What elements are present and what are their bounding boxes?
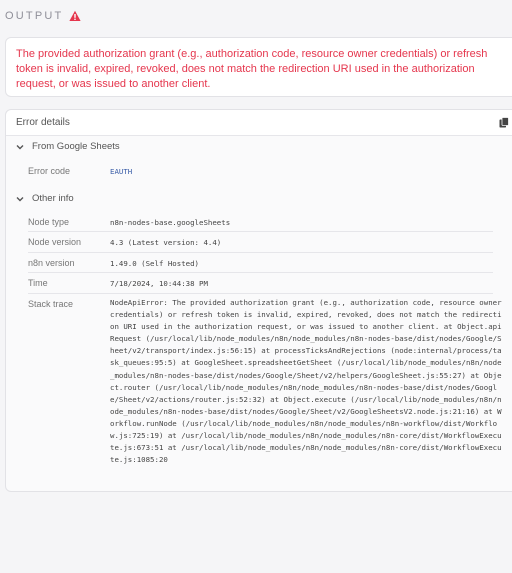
section-toggle-from-google-sheets[interactable]: [16, 141, 120, 152]
copy-icon[interactable]: [499, 117, 509, 128]
node-version-label: Node version: [28, 237, 82, 247]
section-label-from-google-sheets: From Google Sheets: [32, 141, 120, 152]
time-label: Time: [28, 278, 48, 288]
row-divider: [28, 252, 493, 253]
warning-triangle-icon: [69, 10, 81, 22]
stack-trace-label: Stack trace: [28, 299, 74, 309]
row-divider: [28, 272, 493, 273]
row-divider: [28, 231, 493, 232]
section-label-other-info: Other info: [32, 193, 74, 204]
n8n-version-label: n8n version: [28, 258, 75, 268]
node-type-label: Node type: [28, 217, 70, 227]
row-divider: [28, 293, 493, 294]
error-details-header: [6, 110, 512, 136]
node-type-value: n8n-nodes-base.googleSheets: [110, 218, 231, 227]
error-details-title: Error details: [16, 117, 70, 128]
chevron-down-icon: [16, 143, 24, 151]
chevron-down-icon: [16, 195, 24, 203]
output-header: [5, 10, 81, 22]
output-title: OUTPUT: [5, 10, 64, 22]
node-version-value: 4.3 (Latest version: 4.4): [110, 238, 222, 247]
error-message-banner: [5, 37, 512, 97]
time-value: 7/18/2024, 10:44:38 PM: [110, 279, 208, 288]
error-message: The provided authorization grant (e.g., authorization code, resource owner credentials) or refresh token is invalid, expired, revoked, does not match the redirection URI used in the authorization request, or was issued to another client.: [16, 48, 488, 90]
stack-trace-value: NodeApiError: The provided authorization grant (e.g., authorization code, resource owner credentials) or refresh token is invalid, expired, revoked, does not match the redirection URI used in the authorization request, or was issued to another client. at Object.apiRequest (/usr/local/lib/node_modules/n8n/node_modules/n8n-nodes-base/dist/nodes/Google/Sheet/v2/transport/index.js:56:15) at processTicksAndRejections (node:internal/process/task_queues:95:5) at GoogleSheet.spreadsheetGetSheet (/usr/local/lib/node_modules/n8n/node_modules/n8n-nodes-base/dist/nodes/Google/Sheet/v2/helpers/GoogleSheet.js:55:27) at Object.router (/usr/local/lib/node_modules/n8n/node_modules/n8n-nodes-base/dist/nodes/Google/Sheet/v2/actions/router.js:52:32) at Object.execute (/usr/local/lib/node_modules/n8n/node_modules/n8n-nodes-base/dist/nodes/Google/Sheet/v2/GoogleSheetsV2.node.js:21:16) at Workflow.runNode (/usr/local/lib/node_modules/n8n/node_modules/n8n-workflow/dist/Workflow.js:725:19) at /usr/local/lib/node_modules/n8n/node_modules/n8n-core/dist/WorkflowExecute.js:673:51 at /usr/local/lib/node_modules/n8n/node_modules/n8n-core/dist/WorkflowExecute.js:1085:20: [110, 298, 507, 465]
n8n-version-value: 1.49.0 (Self Hosted): [110, 259, 199, 268]
error-code-value: EAUTH: [110, 167, 133, 176]
error-details-panel: [5, 109, 512, 492]
error-code-label: Error code: [28, 166, 71, 176]
section-toggle-other-info[interactable]: [16, 193, 74, 204]
